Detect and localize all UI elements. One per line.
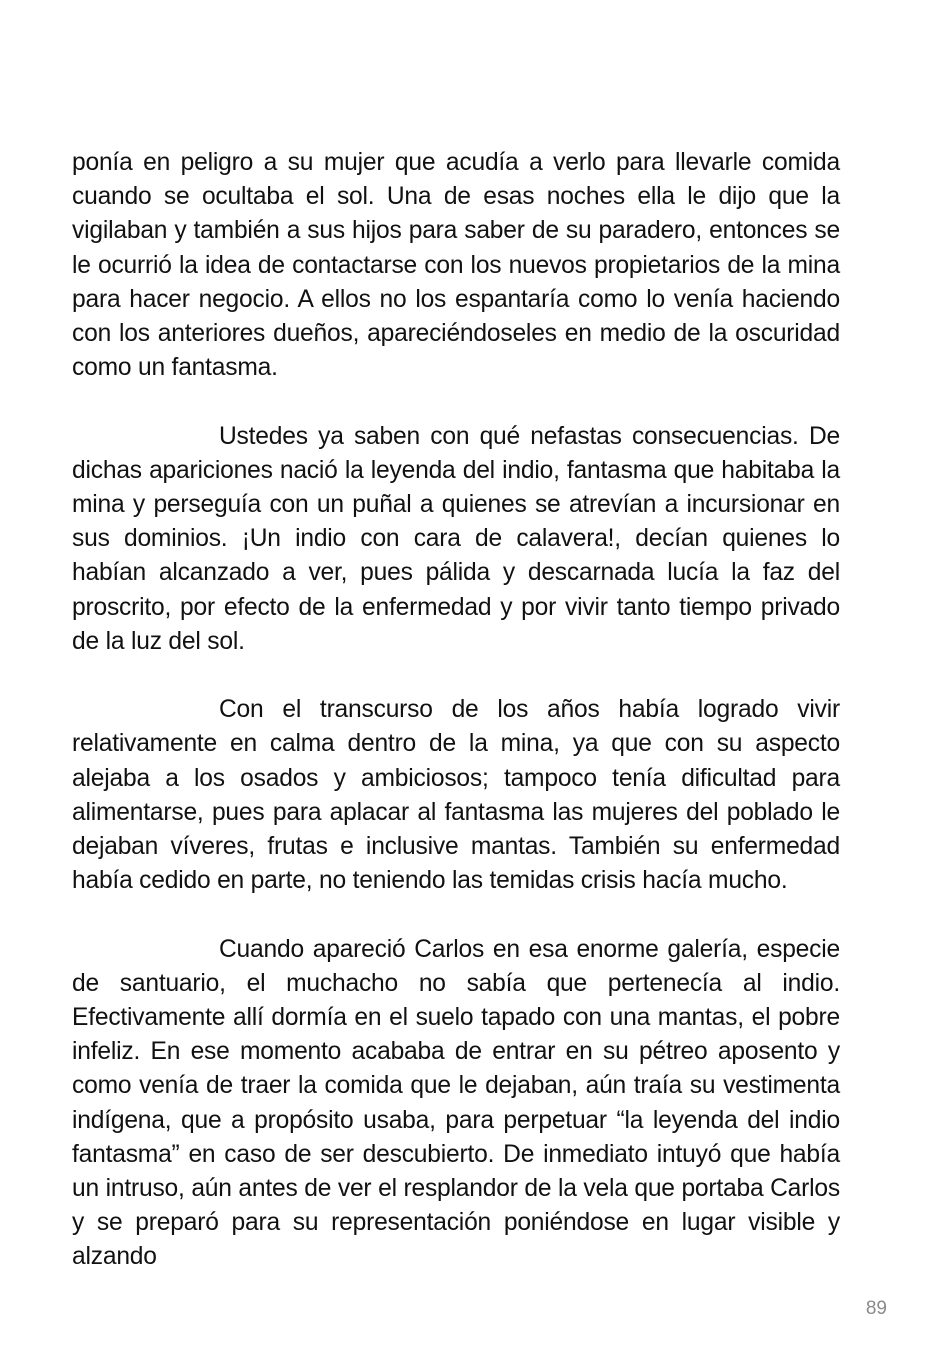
paragraph-3: Con el transcurso de los años había logrado vivir relativamente en calma dentro de la mina, ya que con su aspecto alejaba a los osados y ambiciosos; tampoco tenía dificultad para alimentarse, pues para aplacar al fantasma las mujeres del poblado le dejaban víveres, frutas e inclusive mantas. También su enfermedad había cedido en parte, no teniendo las temidas crisis hacía mucho. (72, 696, 840, 895)
paragraph-2: Ustedes ya saben con qué nefastas consecuencias. De dichas apariciones nació la leyenda del indio, fantasma que habitaba la mina y perseguía con un puñal a quienes se atrevían a incursionar en sus dominios. ¡Un indio con cara de calavera!, decían quienes lo habían alcanzado a ver, pues pálida y descarnada lucía la faz del proscrito, por efecto de la enfermedad y por vivir tanto tiempo privado de la luz del sol. (72, 422, 840, 655)
paragraph-1: ponía en peligro a su mujer que acudía a verlo para llevarle comida cuando se ocultaba el sol. Una de esas noches ella le dijo que la vigilaban y también a sus hijos para saber de su paradero, entonces se le ocurrió la idea de contactarse con los nuevos propietarios de la mina para hacer negocio. A ellos no los espantaría como lo venía haciendo con los anteriores dueños, apareciéndoseles en medio de la oscuridad como un fantasma. (72, 149, 840, 382)
page-number: 89 (865, 1298, 887, 1319)
paragraph-4: Cuando apareció Carlos en esa enorme galería, especie de santuario, el muchacho no sabía que pertenecía al indio. Efectivamente allí dormía en el suelo tapado con una mantas, el pobre infeliz. En ese momento acababa de entrar en su pétreo aposento y como venía de traer la comida que le dejaban, aún traía su vestimenta indígena, que a propósito usaba, para perpetuar “la leyenda del indio fantasma” en caso de ser descubierto. De inmediato intuyó que había un intruso, aún antes de ver el resplandor de la vela que portaba Carlos y se preparó para su representación poniéndose en lugar visible y alzando (72, 935, 840, 1271)
body-text (72, 146, 840, 1275)
